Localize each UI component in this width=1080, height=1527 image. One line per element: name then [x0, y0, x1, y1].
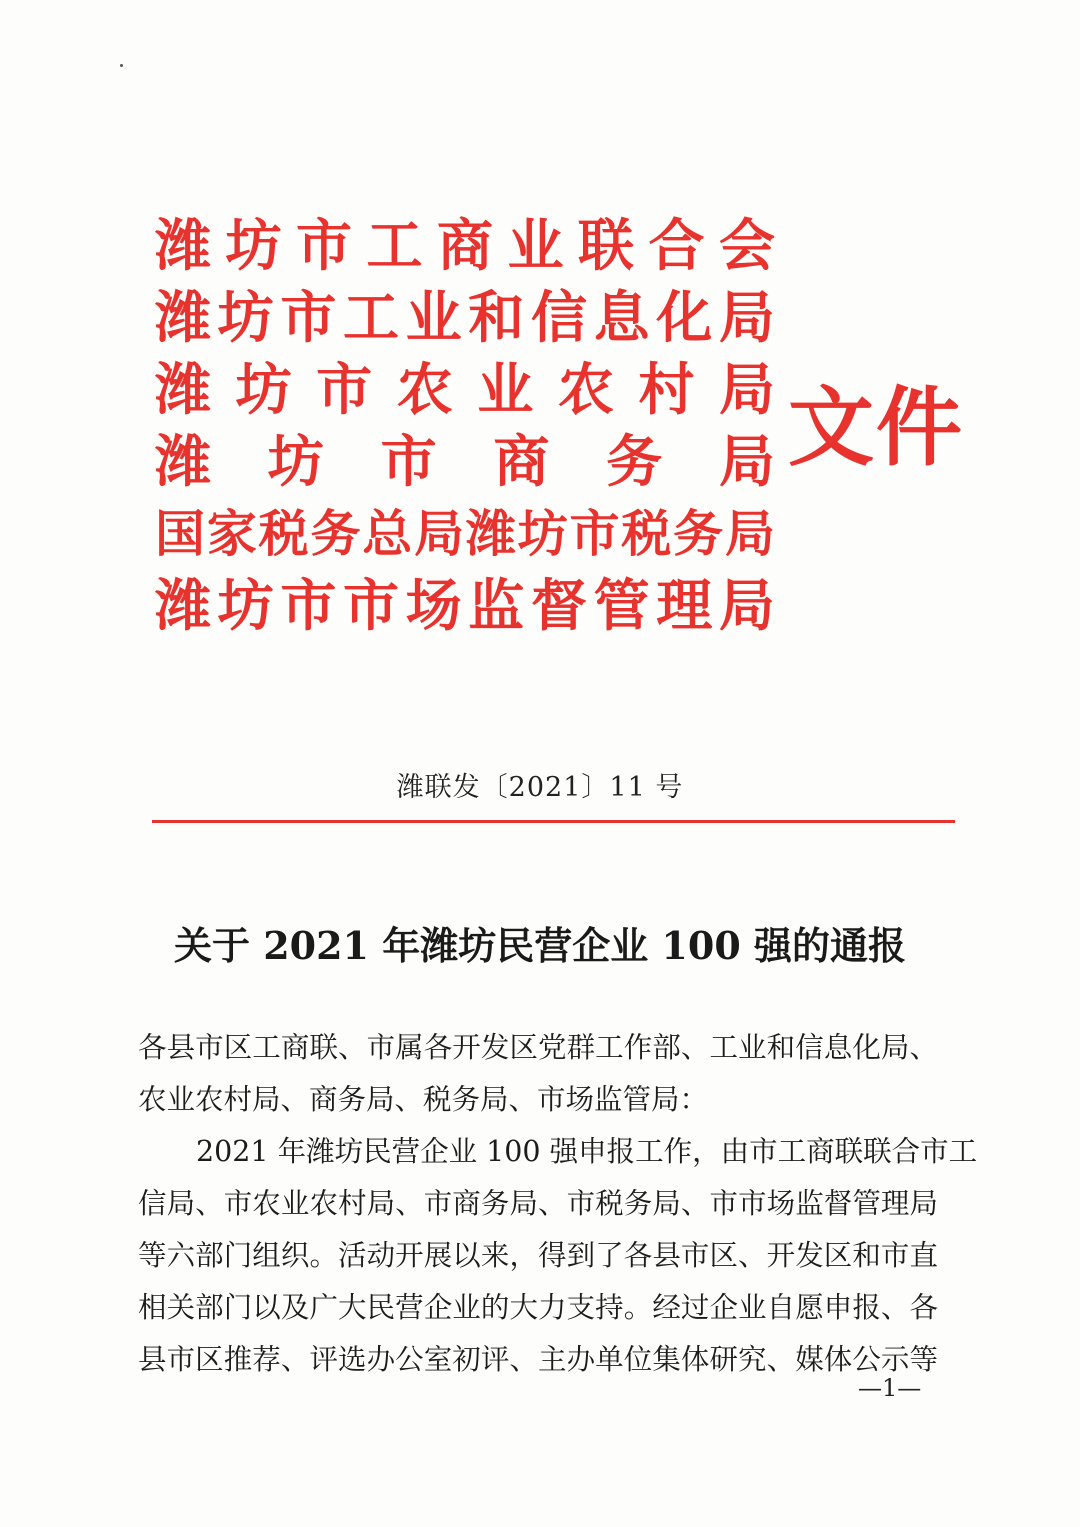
issuer-char: 国 — [155, 504, 205, 563]
scan-speck — [120, 64, 123, 67]
issuer-char: 坊 — [517, 504, 568, 563]
issuer-block — [155, 210, 775, 642]
issuer-char: 总 — [362, 504, 413, 563]
document-title: 关于 2021 年潍坊民营企业 100 强的通报 — [173, 923, 906, 968]
body-line: 等六部门组织。活动开展以来，得到了各县市区、开发区和市直 — [138, 1239, 938, 1272]
issuer-char: 市 — [280, 573, 337, 639]
issuer-line — [155, 354, 775, 426]
issuer-char: 坊 — [267, 429, 324, 495]
issuer-char: 潍 — [155, 429, 211, 495]
issuer-char: 农 — [557, 357, 614, 423]
issuer-char: 管 — [593, 573, 650, 639]
red-divider — [152, 820, 955, 823]
issuer-char: 务 — [673, 504, 724, 563]
issuer-char: 坊 — [235, 357, 292, 423]
issuer-char: 业 — [405, 285, 462, 351]
issuer-char: 合 — [648, 213, 705, 279]
page-number: —1— — [858, 1374, 922, 1402]
issuer-char: 坊 — [217, 573, 274, 639]
issuer-line — [155, 282, 775, 354]
issuer-char: 场 — [405, 573, 462, 639]
issuer-char: 市 — [342, 573, 399, 639]
issuer-line — [155, 210, 775, 282]
issuer-char: 工 — [342, 285, 399, 351]
issuer-char: 局 — [718, 285, 775, 351]
issuer-char: 村 — [638, 357, 695, 423]
issuer-char: 监 — [468, 573, 525, 639]
issuer-char: 坊 — [225, 213, 282, 279]
issuer-char: 市 — [296, 213, 352, 279]
issuer-char: 市 — [280, 285, 337, 351]
issuer-char: 市 — [569, 504, 620, 563]
body-line: 相关部门以及广大民营企业的大力支持。经过企业自愿申报、各 — [138, 1291, 938, 1324]
body-line: 2021 年潍坊民营企业 100 强申报工作，由市工商联联合市工 — [196, 1135, 978, 1168]
issuer-char: 联 — [578, 213, 634, 279]
issuer-char: 潍 — [155, 357, 211, 423]
issuer-line — [155, 498, 775, 570]
issuer-char: 务 — [606, 429, 663, 495]
document-number: 潍联发〔2021〕11 号 — [396, 772, 684, 803]
issuer-char: 税 — [621, 504, 672, 563]
body-line: 农业农村局、商务局、税务局、市场监管局： — [138, 1083, 709, 1116]
issuer-line — [155, 570, 775, 642]
issuer-char: 税 — [258, 504, 309, 563]
issuer-char: 潍 — [465, 504, 516, 563]
issuer-char: 坊 — [217, 285, 274, 351]
body-line: 信局、市农业农村局、市商务局、市税务局、市市场监督管理局 — [138, 1187, 938, 1220]
issuer-char: 工 — [366, 213, 423, 279]
issuer-char: 局 — [414, 504, 465, 563]
issuer-char: 和 — [468, 285, 525, 351]
issuer-char: 督 — [530, 573, 587, 639]
issuer-char: 化 — [656, 285, 713, 351]
issuer-char: 农 — [396, 357, 453, 423]
issuer-char: 潍 — [155, 285, 211, 351]
issuer-char: 息 — [593, 285, 650, 351]
issuer-char: 信 — [530, 285, 587, 351]
body-line: 各县市区工商联、市属各开发区党群工作部、工业和信息化局、 — [138, 1031, 938, 1064]
issuer-line — [155, 426, 775, 498]
issuer-char: 局 — [718, 357, 775, 423]
issuer-char: 潍 — [155, 573, 211, 639]
issuer-char: 局 — [724, 504, 775, 563]
issuer-char: 会 — [719, 213, 775, 279]
issuer-char: 市 — [380, 429, 437, 495]
issuer-char: 务 — [310, 504, 361, 563]
issuer-char: 市 — [316, 357, 373, 423]
issuer-char: 家 — [206, 504, 257, 563]
document-body — [138, 1022, 978, 1386]
doc-type-label: 文件 — [788, 377, 964, 478]
issuer-char: 商 — [493, 429, 550, 495]
issuer-char: 局 — [718, 429, 775, 495]
issuer-char: 局 — [718, 573, 775, 639]
body-line: 县市区推荐、评选办公室初评、主办单位集体研究、媒体公示等 — [138, 1343, 938, 1376]
issuer-char: 业 — [507, 213, 564, 279]
issuer-char: 潍 — [155, 213, 211, 279]
issuer-char: 理 — [656, 573, 713, 639]
issuer-char: 商 — [437, 213, 493, 279]
issuer-char: 业 — [477, 357, 534, 423]
